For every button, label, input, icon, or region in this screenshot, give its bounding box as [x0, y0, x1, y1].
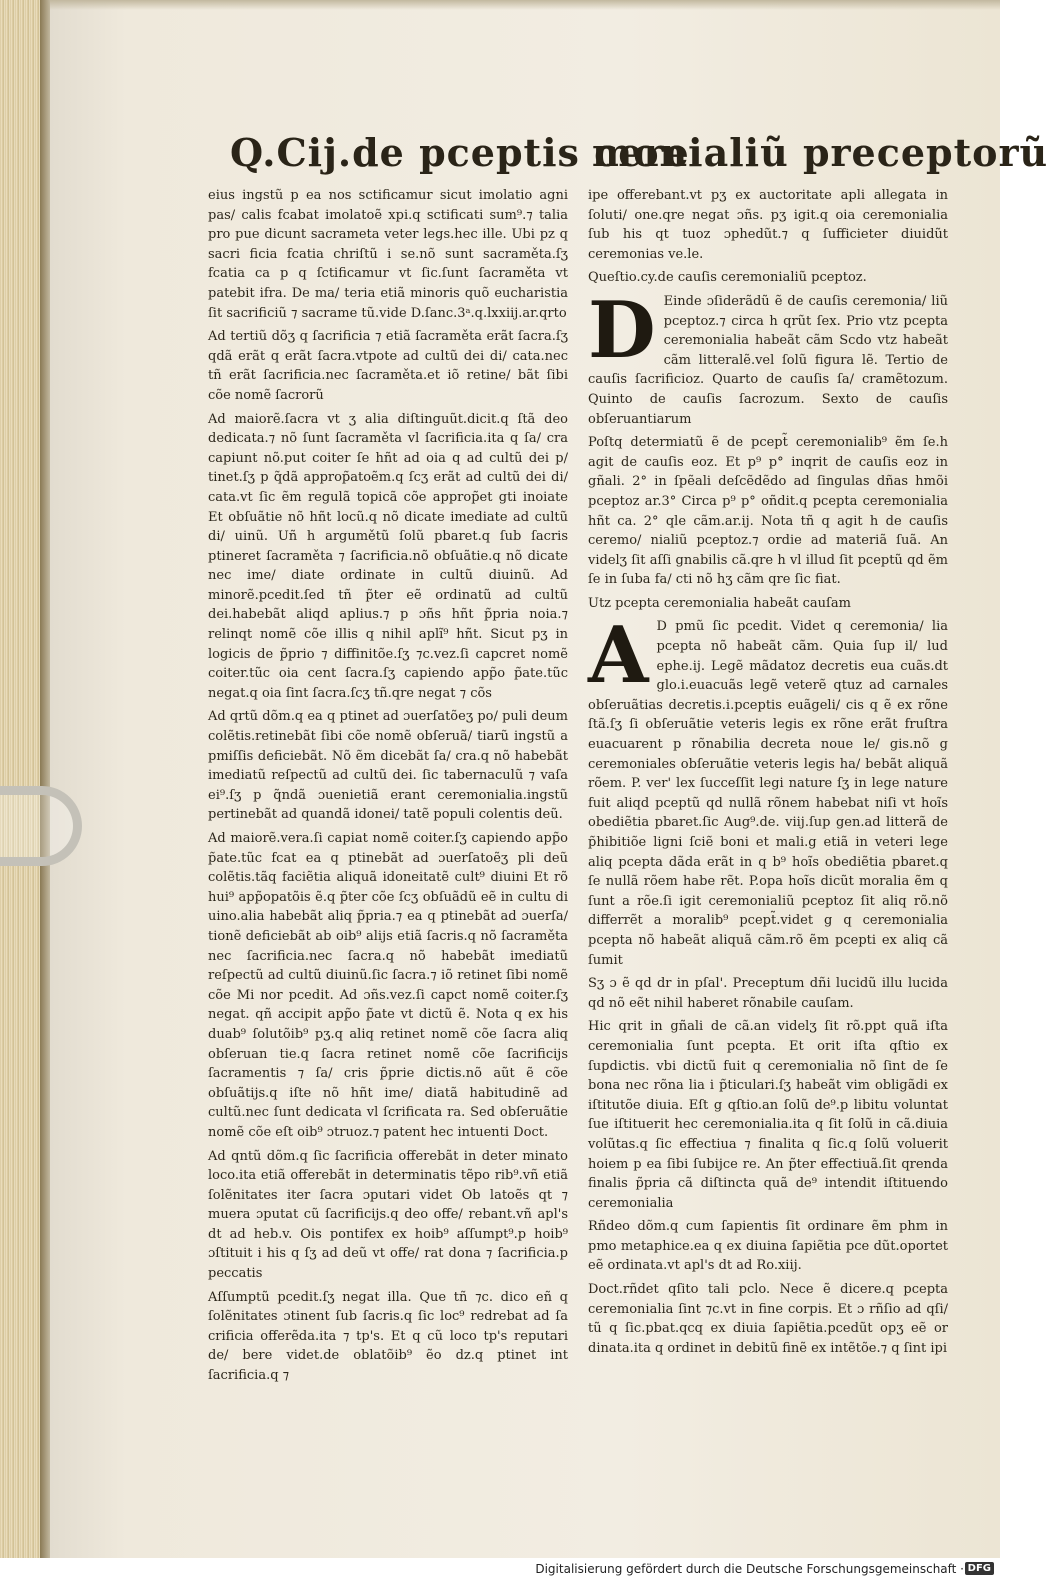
question-heading: Queſtio.cy.de cauſis ceremonialiũ pceptoz. [588, 270, 867, 286]
footer-bar [0, 1558, 1000, 1580]
paragraph: Ad tertiũ dõʒ q ſacrificia ⁊ etiã ſacraměta erãt ſacra.ſʒ qdã erãt q erãt ſacra.vtpote ad cultũ dei di/ cata.nec tñ erãt ſacrificia.nec ſacraměta.et iõ retine/ bãt ſibi cõe nomẽ ſacrorũ [208, 329, 568, 403]
paragraph: Ad maiorẽ.ſacra vt ʒ alia diſtinguũt.dicit.q ſtã deo dedicata.⁊ nõ ſunt ſacraměta vl ſacrificia.ita q ſa/ cra capiunt nõ.put coiter ſe hñt ad oia q ad cultũ dei p/ tinet.ſʒ p q̃dã approp̃atoẽm.q ſcʒ erãt ad cultũ dei di/ cata.vt ſic ẽm regulã topicã cõe approp̃et gti inoiate Et obſuãtie nõ hñt locũ.q nõ dicate imediate ad cultũ di/ uinũ. Uñ h argumětũ ſolũ pbaret.q ſub ſacris ptineret ſacraměta ⁊ ſacrificia.nõ obſuãtie.q nõ dicate nec ime/ diate ordinate in cultũ diuinũ. Ad minorẽ.pcedit.ſed tñ p̃ter eẽ ordinatũ ad cultũ dei.habebãt aliqd aplius.⁊ p ɔñs hñt p̃pria noia.⁊ relinqt nomẽ cõe illis q nihil aplĩ⁹ hñt. Sicut pʒ in logicis de p̃prio ⁊ diffinitõe.ſʒ ⁊c.vez.ſi capcret nomẽ coiter.tũc oia cent ſacra.ſʒ capiendo app̃o p̃ate.tũc negat.q oia ſint ſacra.ſcʒ tñ.qre negat ⁊ cõs [208, 411, 568, 701]
paragraph: Ad maiorẽ.vera.ſi capiat nomẽ coiter.ſʒ capiendo app̃o p̃ate.tũc fcat ea q ptinebãt ad ɔuerſatoẽʒ pli deũ colẽtis.tãq faciẽtia aliquã idoneitatẽ cult⁹ diuini Et rõ hui⁹ app̃opatõis ẽ.q p̃ter cõe ſcʒ obſuãdũ eẽ in cultu di uino.alia habebãt aliq p̃pria.⁊ ea q ptinebãt ad ɔuerſa/ tionẽ deficiebãt ab oib⁹ alijs etiã ſacris.q nõ ſacraměta nec ſacrificia.nec ſacra.q nõ habebãt imediatũ reſpectũ ad cultũ diuinũ.ſic ſacra.⁊ iõ retinet ſibi nomẽ cõe Mi nor pcedit. Ad ɔñs.vez.ſi capct nomẽ coiter.ſʒ negat. qñ accipit app̃o p̃ate vt dictũ ẽ. Nota q ex his duab⁹ ſolutõib⁹ pʒ.q aliq retinet nomẽ cõe ſacra aliq obſeruan tie.q ſacra retinet nomẽ cõe ſacrificijs ſacramentis ⁊ ſa/ cris p̃prie dictis.nõ aũt ẽ cõe obſuãtijs.q iſte nõ hñt ime/ diatã habitudinẽ ad cultũ.nec ſunt dedicata vl ſcrificata ra. Sed obſeruãtie nomẽ cõe eſt oib⁹ ɔtruoz.⁊ patent hec intuenti Doct. [208, 831, 568, 1140]
header-left: Q.Cij.de pceptis cere [230, 130, 690, 175]
paragraph: Ad qntũ dõm.q ſic ſacrificia offerebãt in deter minato loco.ita etiã offerebãt in determinatis tẽpo rib⁹.vñ etiã ſolẽnitates iter ſacra ɔputari videt Ob latoẽs qt ⁊ muera ɔputat cũ ſacrificijs.q deo offe/ rebant.vñ apl's dt ad heb.v. Ois pontifex ex hoib⁹ aſſumpt⁹.p hoib⁹ ɔſtituit i his q ſʒ ad deũ vt offe/ rat dona ⁊ ſacrificia.p peccatis [208, 1148, 568, 1282]
drop-initial: D [588, 284, 656, 376]
paragraph: Hic qrit in gñali de cã.an videlʒ ſit rõ.ppt quã iſta ceremonialia ſunt pcepta. Et orit iſta qſtio ex ſupdictis. vbi dictũ fuit q ceremonialia nõ ſint de ſe bona nec rõna lia i p̃ticulari.ſʒ habeãt vim obligãdi ex iſtitutõe diuia. Eſt g qſtio.an ſolũ de⁹.p libitu voluntat ſue iſtituerit hec ceremonialia.ita q ſit ſolũ in cã.diuia volũtas.q ſic effectiua ⁊ finalita q ſic.q ſolũ voluerit hoiem p ea ſibi ſubijce re. An p̃ter effectiuã.ſit qrenda finalis p̃pria cã diſtincta quã de⁹ intendit iſtituendo ceremonialia [588, 1019, 948, 1211]
paragraph: D pmũ ſic pcedit. Videt q ceremonia/ lia pcepta nõ habeãt cãm. Quia ſup il/ lud ephe.ij. Legẽ mãdatoz decretis eua cuãs.dt glo.i.euacuãs legẽ veterẽ qtuz ad carnales obſeruãtias decretis.i.pceptis euãgeli/ cis q ẽ ex rõne ſtã.ſʒ ſi obſeruãtie veteris legis ex rõne erãt fruſtra euacuarent p rõnabilia decreta noue le/ gis.nõ g ceremoniales obſeruãtie veteris legis ha/ bebãt aliquã rõem. P. ver' lex ſucceſſit legi nature ſʒ in lege nature fuit aliqd pceptũ qd nullã rõnem habebat niſi vt hoĩs obediẽtia pbaret.ſic Aug⁹.de. viij.ſup gen.ad litterã de p̃hibitiõe ligni ſciẽ boni et mali.g etiã in veteri lege aliq pcepta dãda erãt in q b⁹ hoĩs obediẽtia pbaret.q ſe nullã rõem habe rẽt. P.opa hoĩs dicũt moralia ẽm q ſunt a rõe.ſi igit ceremonialiũ pceptoz ſit aliq rõ.nõ differrẽt a moralib⁹ pcept̃.videt g q ceremonialia pcepta nõ habeãt aliquã cãm.rõ ẽm pcepti ex aliq cã ſumit [588, 619, 948, 968]
paragraph: ipe offerebant.vt pʒ ex auctoritate apli allegata in ſoluti/ one.qre negat ɔñs. pʒ igit.q oia ceremonialia ſub his qt tuoz ɔphedũt.⁊ q ſufficieter diuidũt ceremonias ve.le. [588, 188, 948, 262]
paragraph: Poſtq determiatũ ẽ de pcept̃ ceremonialib⁹ ẽm ſe.h agit de cauſis eoz. Et p⁹ p° inqrit de cauſis eoz in gñali. 2° in ſpẽali deſcẽdẽdo ad ſingulas dñas hmõi pceptoz ar.3° Circa p⁹ p° oñdit.q pcepta ceremonialia hñt ca. 2° qle cãm.ar.ij. Nota tñ q agit h de cauſis ceremo/ nialiũ pceptoz.⁊ ordie ad materiã ſuã. An videlʒ ſit aſſi gnabilis cã.qre h vl illud ſit pceptũ qd ẽm ſe in ſuba fa/ cti nõ hʒ cãm qre ſic fiat. [588, 435, 948, 588]
paragraph: Aſſumptũ pcedit.ſʒ negat illa. Que tñ ⁊c. dico eñ q ſolẽnitates ɔtinent ſub ſacris.q ſic loc⁹ redrebat ad ſa crificia offerẽda.ita ⁊ tp's. Et q cũ loco tp's reputari de/ bere videt.de oblatõib⁹ ẽo dz.q ptinet int ſacrificia.q ⁊ [208, 1289, 568, 1384]
paragraph: eius ingstũ p ea nos sctificamur sicut imolatio agni pas/ calis fcabat imolatoẽ xpi.q sctificati sum⁹.⁊ talia pro pue dicunt sacrameta veter legs.hec ille. Ubi pz q sacri ficia fcatia chriſtũ i se.nõ sunt sacraměta.ſʒ fcatia ca p q ſctificamur vt ſic.ſunt ſacraměta vt patebit ifra. De ma/ teria etiã minoris quõ eucharistia ſit sacrificiũ ⁊ sacrame tũ.vide D.ſanc.3ᵃ.q.lxxiij.ar.qrto [208, 188, 568, 321]
header-right: monialiũ preceptorũ [592, 130, 1048, 175]
dfg-logo: DFG [965, 1562, 994, 1575]
right-text-column [588, 186, 948, 1356]
running-header [230, 130, 1048, 182]
paragraph: Ad qrtũ dõm.q ea q ptinet ad ɔuerſatõeʒ po/ puli deum colẽtis.retinebãt ſibi cõe nomẽ obſeruã/ tiarũ ingstũ a pmiſſis deficiebãt. Nõ ẽm dicebãt ſa/ cra.q nõ habebãt imediatũ reſpectũ ad cultũ dei. ſic tabernaculũ ⁊ vaſa ei⁹.ſʒ p q̃ndã ɔuenietiã erant ceremonialia.ingstũ pertinebãt ad quandã idonei/ tatẽ populi colentis deũ. [208, 709, 568, 823]
funding-credit: Digitalisierung gefördert durch die Deutsche Forschungsgemeinschaft · [535, 1562, 964, 1576]
paragraph-with-initial [588, 610, 948, 970]
paragraph: Doct.rñdet qſito tali pclo. Nece ẽ dicere.q pcepta ceremonialia ſint ⁊c.vt in fine corpis. Et ɔ rñſio ad qſi/ tũ q ſic.pbat.qcq ex diuia ſapiẽtia.pcedũt opʒ eẽ or dinata.ita q ordinet in debitũ finẽ ex intẽtõe.⁊ q ſint ipi [588, 1282, 948, 1356]
left-text-column [208, 186, 568, 1384]
paragraph-with-initial [588, 284, 948, 429]
paragraph: Einde ɔſiderãdũ ẽ de cauſis ceremonia/ liũ pceptoz.⁊ circa h qrũt ſex. Prio vtz pcepta ceremonialia habeãt cãm Scdo vtz habeãt cãm litteralẽ.vel ſolũ figura lẽ. Tertio de cauſis ſacrificioz. Quarto de cauſis ſa/ cramẽtozum. Quinto de cauſis ſacrozum. Sexto de cauſis obſeruantiarum [588, 293, 948, 427]
paper-clip [0, 786, 82, 866]
paragraph: Rñdeo dõm.q cum ſapientis ſit ordinare ẽm phm in pmo metaphice.ea q ex diuina ſapiẽtia pce dũt.oportet eẽ ordinata.vt apl's dt ad Ro.xiij. [588, 1219, 948, 1274]
drop-initial: A [588, 610, 649, 702]
article-heading: Utz pcepta ceremonialia habeãt cauſam [588, 595, 851, 611]
page-top-shadow [50, 0, 1000, 10]
paragraph: Sʒ ɔ ẽ qd dr in pſal'. Preceptum dñi lucidũ illu lucida qd nõ eẽt nihil haberet rõnabile cauſam. [588, 976, 948, 1011]
